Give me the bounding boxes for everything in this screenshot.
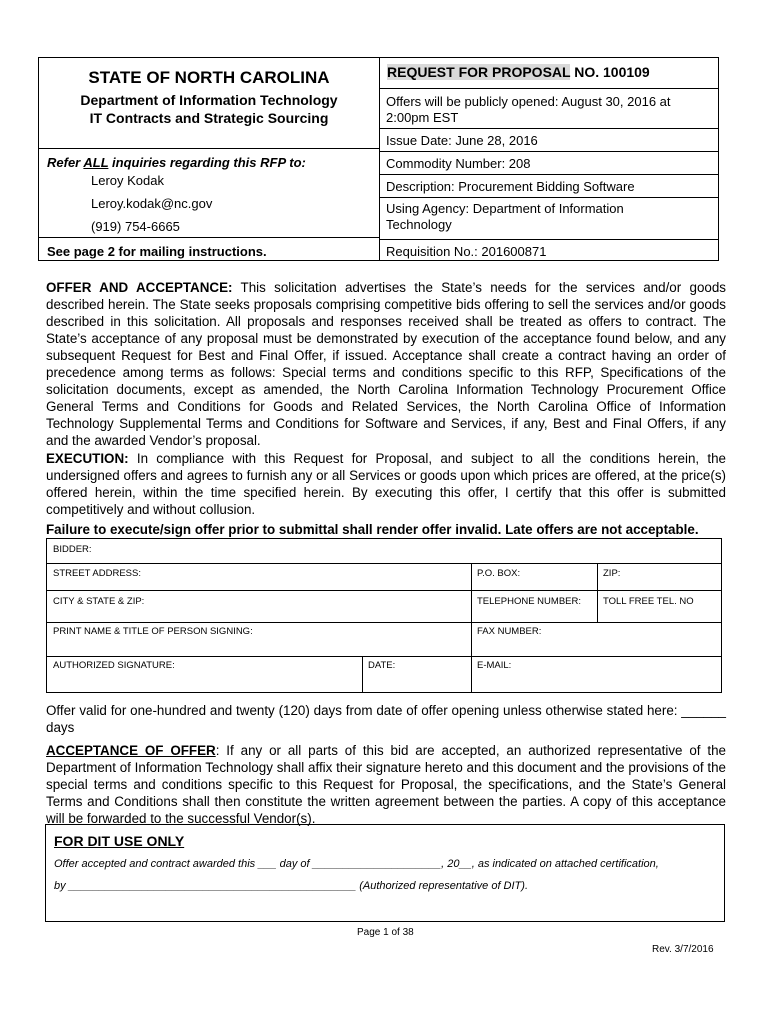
city-state-zip-field[interactable]: CITY & STATE & ZIP: <box>53 596 145 607</box>
failure-notice: Failure to execute/sign offer prior to submittal shall render offer invalid. Late offers are not acceptable. <box>46 522 699 537</box>
form-row-divider <box>47 622 721 623</box>
contact-name: Leroy Kodak <box>91 173 164 188</box>
inquiries-prefix: Refer <box>47 155 84 170</box>
po-box-field[interactable]: P.O. BOX: <box>477 568 521 579</box>
offer-validity-statement: Offer valid for one-hundred and twenty (120) days from date of offer opening unless otherwise stated here: ______ days <box>46 703 726 735</box>
authorized-signature-field[interactable]: AUTHORIZED SIGNATURE: <box>53 660 175 671</box>
page-number: Page 1 of 38 <box>357 927 414 938</box>
execution-text: In compliance with this Request for Proposal, and subject to all the conditions herein, the undersigned offers and agrees to furnish any or all Services or goods upon which prices are offered, at the price(s) offered herein, within the time specified herein. By executing this offer, I certify that this offer is submitted competitively and without collusion. <box>46 451 726 517</box>
contact-phone: (919) 754-6665 <box>91 219 180 234</box>
execution-paragraph <box>46 450 726 518</box>
header-right-divider <box>379 151 718 152</box>
rfp-number-title <box>387 64 650 80</box>
using-agency <box>386 201 624 233</box>
header-right-divider <box>379 239 718 240</box>
zip-field[interactable]: ZIP: <box>603 568 621 579</box>
inquiries-suffix: inquiries regarding this RFP to: <box>108 155 306 170</box>
issue-date: Issue Date: June 28, 2016 <box>386 133 538 148</box>
rfp-number: NO. 100109 <box>570 64 650 80</box>
form-column-divider <box>471 563 472 693</box>
header-right-divider <box>379 174 718 175</box>
rfp-label: REQUEST FOR PROPOSAL <box>387 64 571 80</box>
dit-use-title: FOR DIT USE ONLY <box>54 833 185 849</box>
dit-use-box <box>45 824 725 922</box>
acceptance-of-offer-paragraph <box>46 742 726 827</box>
form-row-divider <box>47 563 721 564</box>
using-agency-line: Technology <box>386 217 452 232</box>
header-left-divider <box>39 237 379 238</box>
opening-date <box>386 94 671 126</box>
contact-email: Leroy.kodak@nc.gov <box>91 196 213 211</box>
offer-and-acceptance-text: This solicitation advertises the State’s needs for the services and/or goods described herein. The State seeks proposals comprising competitive bids offering to sell the services and/or goods described in this solicitation. All proposals and responses received shall be treated as offers to contract. The State’s acceptance of any proposal must be demonstrated by execution of the acceptance found below, and any subsequent Request for Best and Final Offer, if issued. Acceptance shall create a contract having an order of precedence among terms as follows: Special terms and conditions specific to this RFP, Specifications of the solicitation documents, except as amended, the North Carolina Information Technology Procurement Office General Terms and Conditions for Goods and Related Services, the North Carolina Office of Information Technology Supplemental Terms and Conditions for Software and Services, if any, Best and Final Offers, if any and the awarded Vendor’s proposal. <box>46 280 726 448</box>
form-column-divider <box>362 656 363 693</box>
bidder-form <box>46 538 722 693</box>
bidder-field[interactable]: BIDDER: <box>53 544 92 555</box>
commodity-number: Commodity Number: 208 <box>386 156 531 171</box>
dit-representative-line[interactable]: by _______________________________________________ (Authorized representative of DIT). <box>54 880 528 892</box>
email-field[interactable]: E-MAIL: <box>477 660 512 671</box>
rfp-header-table <box>38 57 719 261</box>
opening-date-line: Offers will be publicly opened: August 30, 2016 at <box>386 94 671 109</box>
offer-and-acceptance-paragraph <box>46 279 726 449</box>
form-column-divider <box>597 563 598 622</box>
requisition-number: Requisition No.: 201600871 <box>386 244 547 259</box>
acceptance-of-offer-label: ACCEPTANCE OF OFFER <box>46 743 216 758</box>
revision-date: Rev. 3/7/2016 <box>652 944 714 955</box>
form-row-divider <box>47 590 721 591</box>
division-line: IT Contracts and Strategic Sourcing <box>89 110 329 126</box>
state-title: STATE OF NORTH CAROLINA <box>88 68 330 87</box>
using-agency-line: Using Agency: Department of Information <box>386 201 624 216</box>
fax-number-field[interactable]: FAX NUMBER: <box>477 626 542 637</box>
header-left-divider <box>39 148 379 149</box>
inquiries-heading <box>47 155 306 170</box>
execution-label: EXECUTION: <box>46 451 129 466</box>
print-name-title-field[interactable]: PRINT NAME & TITLE OF PERSON SIGNING: <box>53 626 253 637</box>
offer-and-acceptance-label: OFFER AND ACCEPTANCE: <box>46 280 233 295</box>
date-field[interactable]: DATE: <box>368 660 396 671</box>
department-line: Department of Information Technology <box>80 92 338 108</box>
toll-free-field[interactable]: TOLL FREE TEL. NO <box>603 596 694 607</box>
form-row-divider <box>47 656 721 657</box>
acceptance-of-offer-text: : If any or all parts of this bid are accepted, an authorized representative of the Department of Information Technology shall affix their signature hereto and this document and the provisions of the special terms and conditions specific to this Request for Proposal, the specifications, and the State’s General Terms and Conditions shall then constitute the written agreement between the parties. A copy of this acceptance will be forwarded to the successful Vendor(s). <box>46 743 726 826</box>
street-address-field[interactable]: STREET ADDRESS: <box>53 568 141 579</box>
telephone-field[interactable]: TELEPHONE NUMBER: <box>477 596 581 607</box>
mailing-instructions: See page 2 for mailing instructions. <box>47 244 267 259</box>
header-right-divider <box>379 128 718 129</box>
header-right-divider <box>379 88 718 89</box>
opening-time-line: 2:00pm EST <box>386 110 459 125</box>
inquiries-all: ALL <box>83 155 109 170</box>
contract-award-line[interactable]: Offer accepted and contract awarded this ___ day of _____________________, 20__, as indicated on attached certification, <box>54 858 659 870</box>
header-right-divider <box>379 197 718 198</box>
description: Description: Procurement Bidding Software <box>386 179 635 194</box>
department-name <box>39 91 379 127</box>
